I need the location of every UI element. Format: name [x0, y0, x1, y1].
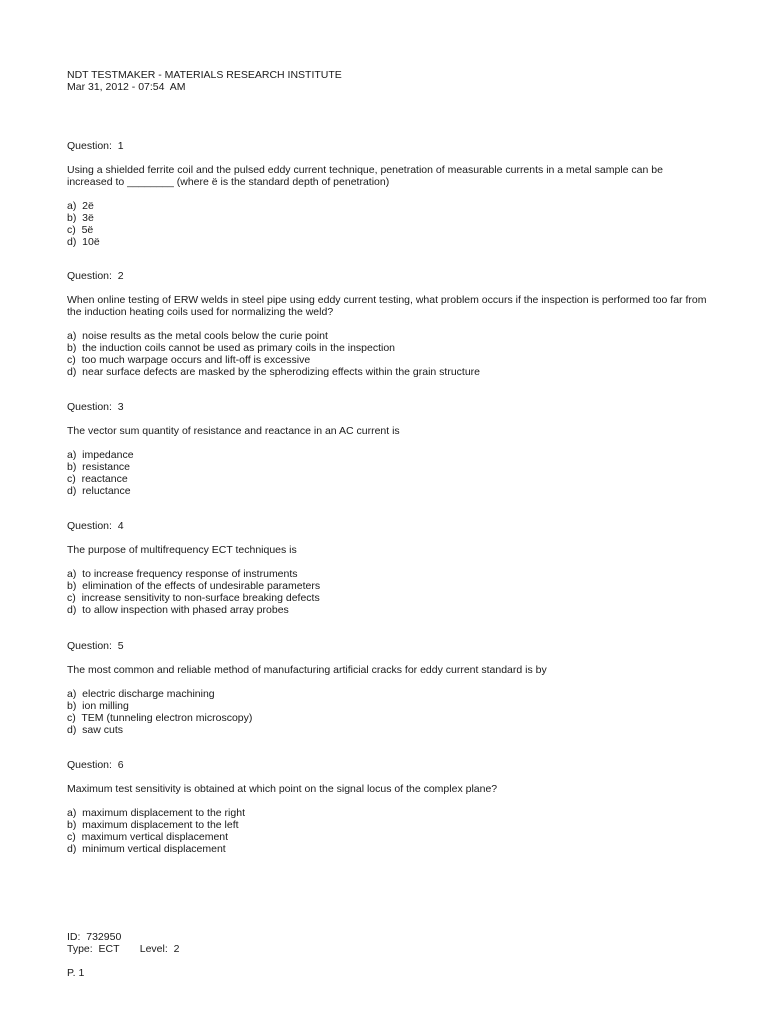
- answer-option-a: a) impedance: [67, 449, 134, 461]
- answer-option-b: b) ion milling: [67, 700, 129, 712]
- answer-option-d: d) reluctance: [67, 485, 131, 497]
- answer-option-c: c) TEM (tunneling electron microscopy): [67, 712, 253, 724]
- document-title: NDT TESTMAKER - MATERIALS RESEARCH INSTITUTE: [67, 69, 342, 81]
- question-1: [67, 140, 707, 248]
- answer-options: [67, 330, 707, 378]
- question-label: Question: 3: [67, 401, 124, 413]
- answer-option-d: d) minimum vertical displacement: [67, 843, 226, 855]
- page-number: P. 1: [67, 967, 85, 979]
- question-label: Question: 6: [67, 759, 124, 771]
- answer-option-c: c) too much warpage occurs and lift-off is excessive: [67, 354, 311, 366]
- answer-option-a: a) to increase frequency response of instruments: [67, 568, 298, 580]
- answer-option-c: c) maximum vertical displacement: [67, 831, 229, 843]
- answer-options: [67, 449, 707, 497]
- question-text: When online testing of ERW welds in steel pipe using eddy current testing, what problem occurs if the inspection is performed too far from the induction heating coils used for normalizing the weld?: [67, 294, 707, 318]
- answer-option-b: b) elimination of the effects of undesirable parameters: [67, 580, 321, 592]
- answer-options: [67, 200, 707, 248]
- answer-option-b: b) maximum displacement to the left: [67, 819, 239, 831]
- type-level: Type: ECT Level: 2: [67, 943, 180, 955]
- question-label: Question: 5: [67, 640, 124, 652]
- answer-option-d: d) saw cuts: [67, 724, 124, 736]
- document-date: Mar 31, 2012 - 07:54 AM: [67, 81, 186, 93]
- answer-option-c: c) 5ë: [67, 224, 94, 236]
- question-6: [67, 759, 707, 855]
- answer-option-a: a) maximum displacement to the right: [67, 807, 245, 819]
- question-text: Maximum test sensitivity is obtained at which point on the signal locus of the complex plane?: [67, 783, 498, 795]
- question-text: Using a shielded ferrite coil and the pulsed eddy current technique, penetration of measurable currents in a metal sample can be increased to ________ (where ë is the standard depth of penetration): [67, 164, 663, 188]
- question-5: [67, 640, 707, 736]
- answer-option-d: d) near surface defects are masked by the spherodizing effects within the grain structure: [67, 366, 481, 378]
- answer-option-b: b) the induction coils cannot be used as primary coils in the inspection: [67, 342, 396, 354]
- answer-option-a: a) 2ë: [67, 200, 94, 212]
- answer-option-c: c) reactance: [67, 473, 128, 485]
- question-label: Question: 4: [67, 520, 124, 532]
- answer-option-d: d) to allow inspection with phased array probes: [67, 604, 289, 616]
- question-text: The purpose of multifrequency ECT techniques is: [67, 544, 297, 556]
- answer-option-d: d) 10ë: [67, 236, 100, 248]
- question-text: The most common and reliable method of manufacturing artificial cracks for eddy current standard is by: [67, 664, 547, 676]
- answer-option-a: a) noise results as the metal cools below the curie point: [67, 330, 328, 342]
- answer-option-b: b) 3ë: [67, 212, 94, 224]
- answer-option-a: a) electric discharge machining: [67, 688, 215, 700]
- answer-options: [67, 807, 707, 855]
- answer-option-b: b) resistance: [67, 461, 131, 473]
- answer-options: [67, 688, 707, 736]
- question-4: [67, 520, 707, 616]
- document-id: ID: 732950: [67, 931, 122, 943]
- answer-options: [67, 568, 707, 616]
- question-label: Question: 1: [67, 140, 124, 152]
- question-3: [67, 401, 707, 497]
- question-text: The vector sum quantity of resistance and reactance in an AC current is: [67, 425, 400, 437]
- answer-option-c: c) increase sensitivity to non-surface breaking defects: [67, 592, 320, 604]
- question-label: Question: 2: [67, 270, 124, 282]
- question-2: [67, 270, 707, 378]
